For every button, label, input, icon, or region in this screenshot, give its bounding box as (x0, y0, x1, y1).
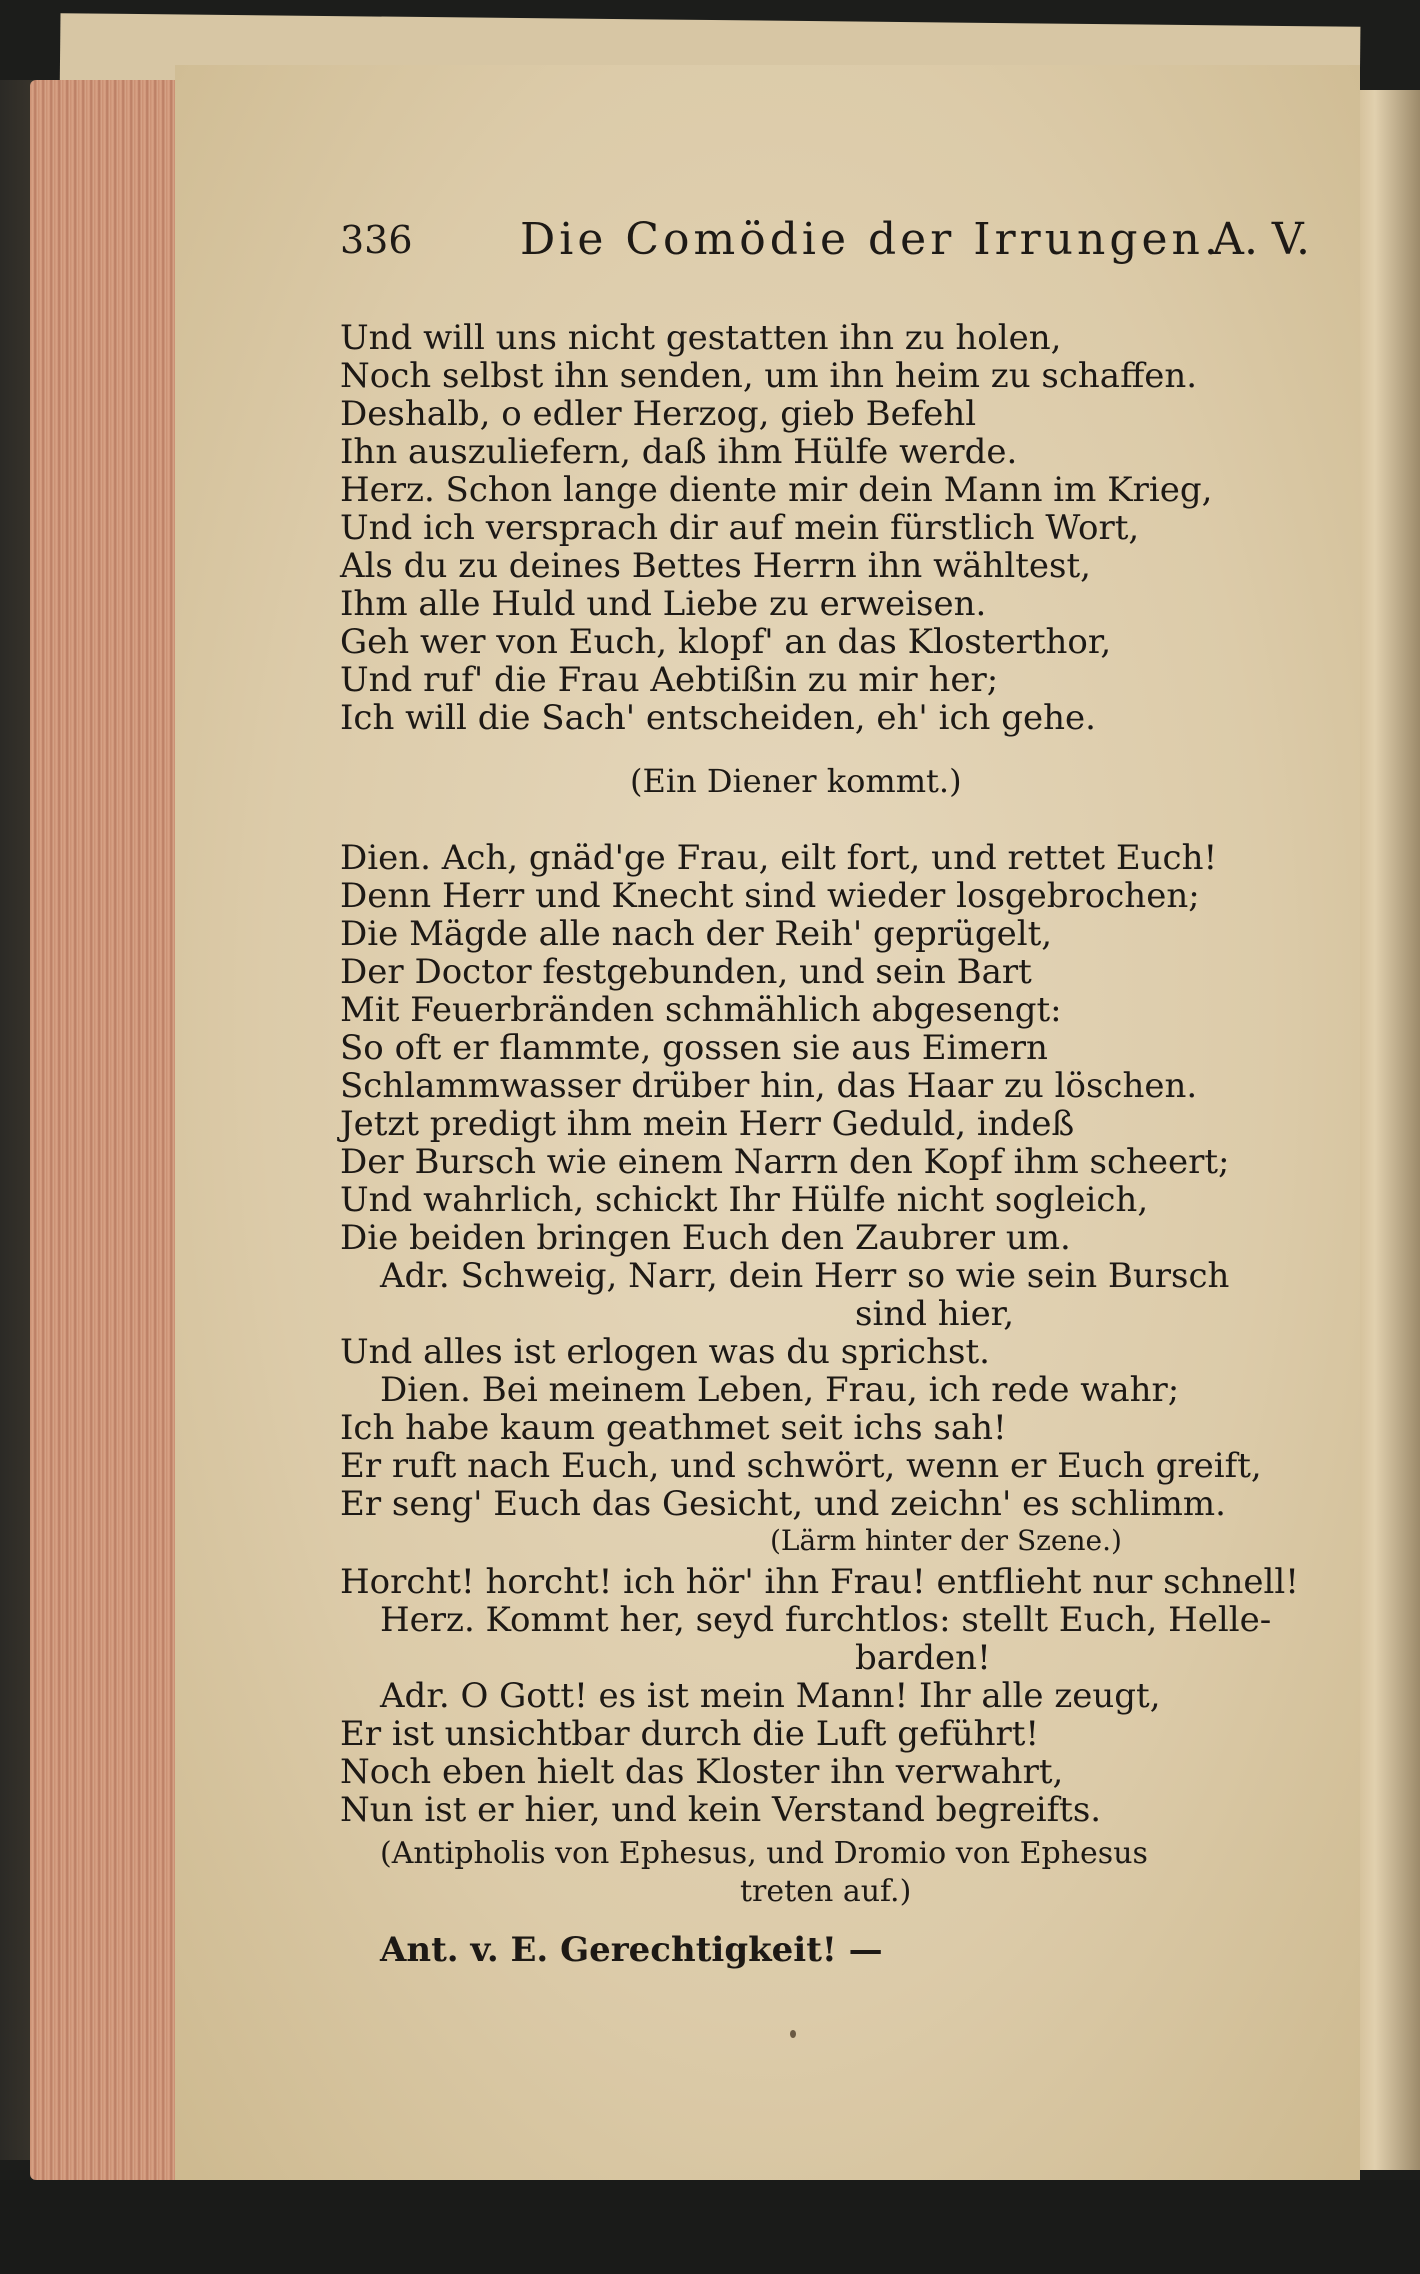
text-line: Herz. Schon lange diente mir dein Mann im Krieg, (340, 470, 1213, 510)
text-line: Er ruft nach Euch, und schwört, wenn er Euch greift, (340, 1446, 1262, 1486)
text-line: Noch selbst ihn senden, um ihn heim zu schaffen. (340, 356, 1198, 396)
page-number: 336 (340, 218, 413, 262)
text-line: Er seng' Euch das Gesicht, und zeichn' es schlimm. (340, 1484, 1226, 1524)
stage-direction: treten auf.) (740, 1874, 912, 1909)
text-line: Der Bursch wie einem Narrn den Kopf ihm scheert; (340, 1142, 1230, 1182)
text-line: Und alles ist erlogen was du sprichst. (340, 1332, 990, 1372)
bottom-shadow (0, 2180, 1420, 2274)
text-line: Ich habe kaum geathmet seit ichs sah! (340, 1408, 1007, 1448)
act-label: A. V. (1212, 214, 1310, 265)
text-line: Ihn auszuliefern, daß ihm Hülfe werde. (340, 432, 1018, 472)
stage-direction: (Lärm hinter der Szene.) (770, 1524, 1122, 1557)
text-line: Ich will die Sach' entscheiden, eh' ich gehe. (340, 698, 1096, 738)
page-mark (790, 2030, 796, 2038)
text-line: Noch eben hielt das Kloster ihn verwahrt, (340, 1752, 1064, 1792)
stage-direction: (Antipholis von Ephesus, und Dromio von Ephesus (380, 1836, 1148, 1871)
text-line: Adr. Schweig, Narr, dein Herr so wie sein Bursch (380, 1256, 1230, 1296)
text-line: Dien. Bei meinem Leben, Frau, ich rede wahr; (380, 1370, 1180, 1410)
text-line: Nun ist er hier, und kein Verstand begreifts. (340, 1790, 1102, 1830)
running-header (340, 210, 1310, 270)
text-line: Der Doctor festgebunden, und sein Bart (340, 952, 1032, 992)
text-line: Geh wer von Euch, klopf' an das Klosterthor, (340, 622, 1112, 662)
page-edges (30, 80, 190, 2180)
text-line: So oft er flammte, gossen sie aus Eimern (340, 1028, 1048, 1068)
text-line: Denn Herr und Knecht sind wieder losgebrochen; (340, 876, 1200, 916)
text-line: Mit Feuerbränden schmählich abgesengt: (340, 990, 1062, 1030)
text-line: Herz. Kommt her, seyd furchtlos: stellt Euch, Helle- (380, 1600, 1272, 1640)
text-line: Dien. Ach, gnäd'ge Frau, eilt fort, und rettet Euch! (340, 838, 1218, 878)
text-line: Jetzt predigt ihm mein Herr Geduld, indeß (340, 1104, 1075, 1144)
stage-direction: (Ein Diener kommt.) (630, 762, 962, 800)
text-line: Und wahrlich, schickt Ihr Hülfe nicht sogleich, (340, 1180, 1149, 1220)
text-line: Und ruf' die Frau Aebtißin zu mir her; (340, 660, 999, 700)
text-line: sind hier, (855, 1294, 1015, 1334)
text-line: Schlammwasser drüber hin, das Haar zu löschen. (340, 1066, 1198, 1106)
text-line: Ant. v. E. Gerechtigkeit! — (380, 1930, 883, 1970)
text-line: Horcht! horcht! ich hör' ihn Frau! entflieht nur schnell! (340, 1562, 1299, 1602)
text-line: Adr. O Gott! es ist mein Mann! Ihr alle zeugt, (380, 1676, 1161, 1716)
text-line: Er ist unsichtbar durch die Luft geführt! (340, 1714, 1040, 1754)
text-line: Die beiden bringen Euch den Zaubrer um. (340, 1218, 1071, 1258)
text-line: Und ich versprach dir auf mein fürstlich Wort, (340, 508, 1140, 548)
text-line: Als du zu deines Bettes Herrn ihn wähltest, (340, 546, 1091, 586)
text-line: Deshalb, o edler Herzog, gieb Befehl (340, 394, 977, 434)
text-line: Die Mägde alle nach der Reih' geprügelt, (340, 914, 1053, 954)
running-title: Die Comödie der Irrungen. (520, 214, 1222, 265)
text-line: Und will uns nicht gestatten ihn zu holen, (340, 318, 1062, 358)
text-line: barden! (855, 1638, 991, 1678)
text-line: Ihm alle Huld und Liebe zu erweisen. (340, 584, 987, 624)
